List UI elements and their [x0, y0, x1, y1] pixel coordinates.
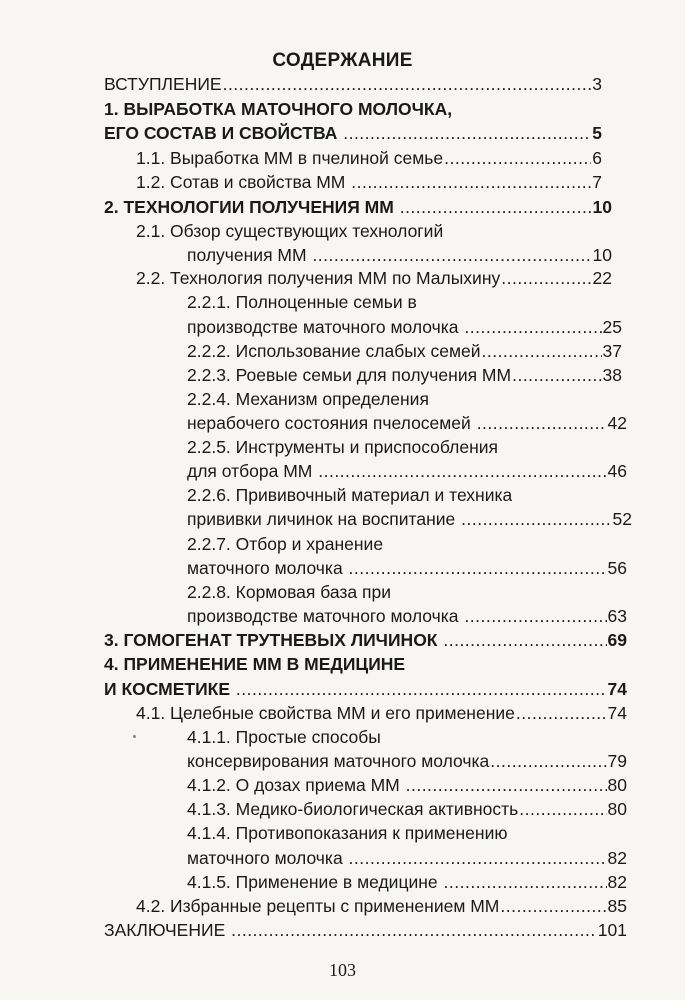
- toc-entry-text: 1. ВЫРАБОТКА МАТОЧНОГО МОЛОЧКА,: [104, 99, 453, 119]
- toc-entry-page: 69: [607, 630, 627, 650]
- toc-entry: [104, 652, 405, 676]
- toc-entry: [104, 918, 627, 942]
- toc-dot-leader: [351, 170, 591, 194]
- toc-dot-leader: [231, 918, 597, 942]
- toc-entry-page: 10: [592, 245, 612, 265]
- toc-entry-text: производстве маточного молочка: [187, 606, 464, 626]
- toc-entry: [136, 701, 627, 725]
- toc-entry-text: 4.1.5. Применение в медицине: [187, 872, 443, 892]
- toc-entry-text: 4. ПРИМЕНЕНИЕ ММ В МЕДИЦИНЕ: [104, 654, 406, 674]
- toc-dot-leader: [461, 507, 611, 531]
- toc-entry: [187, 821, 507, 845]
- toc-entry-page: 63: [607, 606, 627, 626]
- toc-dot-leader: [400, 195, 592, 219]
- toc-dot-leader: [501, 266, 591, 290]
- toc-entry-text: получения ММ: [187, 245, 312, 265]
- toc-entry-text: ЗАКЛЮЧЕНИЕ: [104, 920, 231, 940]
- toc-entry-text: 4.2. Избранные рецепты с применением ММ: [136, 896, 500, 916]
- toc-entry-text: 2. ТЕХНОЛОГИИ ПОЛУЧЕНИЯ ММ: [104, 197, 399, 217]
- toc-entry-page: 79: [607, 751, 627, 771]
- toc-dot-leader: [477, 411, 607, 435]
- page-title: СОДЕРЖАНИЕ: [272, 50, 413, 71]
- toc-entry-text: прививки личинок на воспитание: [187, 509, 461, 529]
- toc-entry: [136, 219, 443, 243]
- toc-entry-page: 56: [607, 558, 627, 578]
- toc-dot-leader: [490, 749, 606, 773]
- toc-entry: [136, 146, 602, 170]
- toc-dot-leader: [236, 677, 607, 701]
- toc-entry: [136, 894, 627, 918]
- toc-entry: [187, 556, 627, 580]
- toc-entry-page: 37: [602, 341, 622, 361]
- toc-entry: [187, 725, 381, 749]
- toc-entry-text: 2.2.6. Прививочный материал и техника: [187, 485, 513, 505]
- toc-entry: [187, 532, 383, 556]
- toc-entry: [187, 749, 627, 773]
- toc-entry-text: ВСТУПЛЕНИЕ: [104, 74, 222, 94]
- toc-entry-text: маточного молочка: [187, 848, 348, 868]
- toc-dot-leader: [464, 604, 606, 628]
- toc-entry-page: 25: [602, 317, 622, 337]
- toc-entry: [187, 387, 429, 411]
- toc-entry-page: 46: [607, 461, 627, 481]
- toc-entry: [187, 243, 612, 267]
- toc-dot-leader: [443, 628, 606, 652]
- toc-entry-text: нерабочего состояния пчелосемей: [187, 413, 476, 433]
- toc-dot-leader: [444, 870, 607, 894]
- toc-entry: [187, 580, 391, 604]
- toc-dot-leader: [349, 556, 607, 580]
- toc-dot-leader: [343, 121, 591, 145]
- toc-entry-text: 4.1.1. Простые способы: [187, 727, 381, 747]
- toc-entry-text: ЕГО СОСТАВ И СВОЙСТВА: [104, 123, 343, 143]
- toc-entry-text: И КОСМЕТИКЕ: [104, 679, 235, 699]
- toc-entry: [187, 363, 622, 387]
- toc-entry: [187, 411, 627, 435]
- toc-dot-leader: [464, 315, 601, 339]
- toc-entry: [187, 797, 627, 821]
- toc-entry-text: 2.2. Технология получения ММ по Малыхину: [136, 268, 501, 288]
- toc-entry-text: 4.1.4. Противопоказания к применению: [187, 823, 508, 843]
- toc-entry-text: производстве маточного молочка: [187, 317, 464, 337]
- toc-entry-page: 7: [592, 172, 602, 192]
- toc-entry: [104, 195, 612, 219]
- toc-entry-text: 2.1. Обзор существующих технологий: [136, 221, 444, 241]
- toc-entry: [104, 677, 627, 701]
- toc-entry-text: для отбора ММ: [187, 461, 318, 481]
- toc-entry-page: 52: [612, 509, 632, 529]
- toc-entry: [187, 846, 627, 870]
- toc-entry-text: 1.2. Сотав и свойства ММ: [136, 172, 351, 192]
- toc-entry-text: консервирования маточного молочка: [187, 751, 490, 771]
- toc-entry-text: 2.2.7. Отбор и хранение: [187, 534, 384, 554]
- toc-entry-text: 2.2.3. Роевые семьи для получения ММ: [187, 365, 512, 385]
- toc-entry: [187, 507, 632, 531]
- toc-entry: [104, 121, 602, 145]
- toc-entry-page: 101: [597, 920, 627, 940]
- toc-dot-leader: [512, 363, 601, 387]
- toc-entry-text: 4.1.2. О дозах приема ММ: [187, 775, 405, 795]
- toc-entry-text: 1.1. Выработка ММ в пчелиной семье: [136, 148, 444, 168]
- toc-entry: [136, 266, 612, 290]
- page-mark: [133, 735, 136, 738]
- toc-entry-text: 2.2.4. Механизм определения: [187, 389, 429, 409]
- toc-entry-text: маточного молочка: [187, 558, 348, 578]
- toc-dot-leader: [406, 773, 607, 797]
- toc-entry: [187, 435, 498, 459]
- toc-dot-leader: [519, 797, 606, 821]
- toc-entry-text: 2.2.2. Использование слабых семей: [187, 341, 481, 361]
- toc-dot-leader: [349, 846, 607, 870]
- toc-entry: [187, 459, 627, 483]
- toc-entry: [187, 315, 622, 339]
- toc-entry-page: 3: [592, 74, 602, 94]
- toc-entry-page: 42: [607, 413, 627, 433]
- page-number: 103: [329, 960, 356, 980]
- toc-entry: [136, 170, 602, 194]
- toc-entry: [187, 773, 627, 797]
- toc-entry: [187, 339, 622, 363]
- toc-entry-page: 74: [607, 703, 627, 723]
- toc-dot-leader: [481, 339, 601, 363]
- toc-entry-page: 5: [592, 123, 602, 143]
- toc-entry-page: 82: [607, 848, 627, 868]
- toc-entry-page: 80: [607, 799, 627, 819]
- toc-entry-page: 85: [607, 896, 627, 916]
- toc-entry-text: 4.1. Целебные свойства ММ и его применение: [136, 703, 515, 723]
- toc-entry: [104, 97, 452, 121]
- toc-entry: [187, 870, 627, 894]
- toc-entry-page: 74: [607, 679, 627, 699]
- toc-entry-page: 22: [592, 268, 612, 288]
- toc-entry: [104, 628, 627, 652]
- toc-dot-leader: [312, 243, 591, 267]
- toc-entry-page: 80: [607, 775, 627, 795]
- toc-entry-text: 4.1.3. Медико-биологическая активность: [187, 799, 519, 819]
- toc-dot-leader: [516, 701, 607, 725]
- toc-entry-text: 2.2.8. Кормовая база при: [187, 582, 392, 602]
- toc-dot-leader: [318, 459, 606, 483]
- toc-entry-page: 82: [607, 872, 627, 892]
- toc-entry: [187, 290, 417, 314]
- toc-entry-text: 2.2.5. Инструменты и приспособления: [187, 437, 498, 457]
- toc-dot-leader: [223, 72, 592, 96]
- toc-entry-text: 3. ГОМОГЕНАТ ТРУТНЕВЫХ ЛИЧИНОК: [104, 630, 443, 650]
- toc-entry: [187, 604, 627, 628]
- toc-entry: [187, 483, 512, 507]
- toc-entry-page: 10: [592, 197, 612, 217]
- toc-entry-text: 2.2.1. Полноценные семьи в: [187, 292, 417, 312]
- toc-dot-leader: [500, 894, 606, 918]
- toc-dot-leader: [444, 146, 591, 170]
- toc-entry-page: 6: [592, 148, 602, 168]
- toc-entry: [104, 72, 602, 96]
- toc-entry-page: 38: [602, 365, 622, 385]
